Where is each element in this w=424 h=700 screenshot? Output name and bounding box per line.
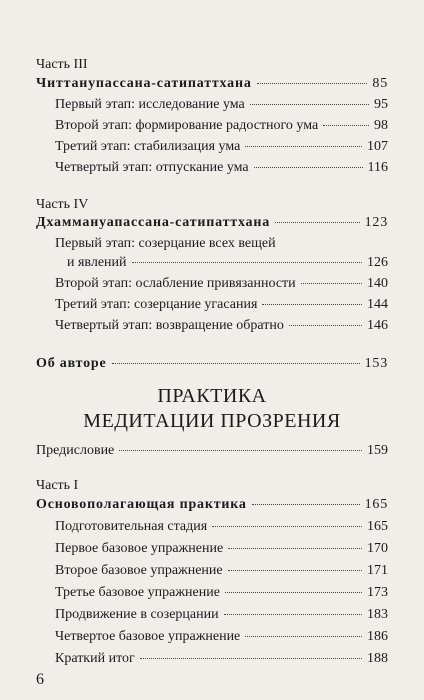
- toc-entry-text: Продвижение в созерцании: [55, 607, 219, 622]
- toc-entry-text: Первый этап: исследование ума: [55, 97, 245, 112]
- toc-entry-text: Второй этап: формирование радостного ума: [55, 118, 319, 133]
- toc-entry: [55, 629, 388, 651]
- dot-leader: [289, 325, 362, 326]
- toc-page-number: 159: [367, 443, 388, 458]
- toc-page-number: 153: [364, 356, 388, 371]
- dot-leader: [257, 83, 368, 84]
- toc-entry: [55, 297, 388, 319]
- toc-page-number: 173: [367, 585, 388, 600]
- part-label: Часть IV: [36, 197, 89, 212]
- toc-entry-text: Подготовительная стадия: [55, 519, 208, 534]
- toc-entry: [55, 139, 388, 161]
- page-number: 6: [36, 671, 44, 688]
- toc-heading: [36, 356, 388, 378]
- toc-entry: [55, 318, 388, 340]
- toc-page-number: 95: [374, 97, 388, 112]
- toc-page-number: 126: [367, 255, 388, 270]
- toc-page-number: 146: [367, 318, 388, 333]
- toc-heading-text: Читтанупассана-сатипаттхана: [36, 76, 252, 91]
- toc-entry: [55, 519, 388, 541]
- toc-page-number: 186: [367, 629, 388, 644]
- part-label: Часть I: [36, 478, 79, 493]
- toc-page-number: 183: [367, 607, 388, 622]
- toc-entry-text: Первый этап: созерцание всех вещей: [55, 236, 276, 251]
- toc-page-number: 107: [367, 139, 388, 154]
- dot-leader: [112, 363, 360, 364]
- toc-heading-text: Дхаммануапассана-сатипаттхана: [36, 215, 271, 230]
- toc-heading: [36, 497, 388, 519]
- toc-heading: [36, 215, 388, 237]
- toc-entry-text: Краткий итог: [55, 651, 135, 666]
- dot-leader: [245, 636, 362, 637]
- dot-leader: [225, 592, 362, 593]
- toc-page-number: 144: [367, 297, 388, 312]
- book-title-line2: МЕДИТАЦИИ ПРОЗРЕНИЯ: [83, 410, 341, 432]
- toc-entry-text: Третий этап: созерцание угасания: [55, 297, 258, 312]
- toc-entry-text: Третье базовое упражнение: [55, 585, 220, 600]
- toc-entry-text: Четвертое базовое упражнение: [55, 629, 241, 644]
- dot-leader: [254, 167, 363, 168]
- toc-page-number: 171: [367, 563, 388, 578]
- toc-entry-text: и явлений: [67, 255, 127, 270]
- toc-entry-text: Первое базовое упражнение: [55, 541, 224, 556]
- book-title-line1: ПРАКТИКА: [157, 385, 267, 407]
- toc-page-number: 188: [367, 651, 388, 666]
- toc-entry-text: Второй этап: ослабление привязанности: [55, 276, 296, 291]
- dot-leader: [228, 548, 362, 549]
- toc-entry: [55, 651, 388, 673]
- toc-heading-text: Основополагающая практика: [36, 497, 247, 512]
- toc-entry-text: Второе базовое упражнение: [55, 563, 223, 578]
- dot-leader: [301, 283, 362, 284]
- dot-leader: [212, 526, 362, 527]
- dot-leader: [250, 104, 369, 105]
- toc-heading: [36, 76, 388, 98]
- dot-leader: [224, 614, 362, 615]
- dot-leader: [119, 450, 362, 451]
- toc-entry-text: Четвертый этап: отпускание ума: [55, 160, 249, 175]
- toc-entry-text: Предисловие: [36, 443, 115, 458]
- toc-entry: [55, 118, 388, 140]
- toc-page-number: 116: [367, 160, 388, 175]
- toc-entry: [36, 443, 388, 465]
- dot-leader: [252, 504, 360, 505]
- dot-leader: [140, 658, 362, 659]
- toc-entry: [55, 607, 388, 629]
- toc-entry: [55, 160, 388, 182]
- dot-leader: [132, 262, 362, 263]
- dot-leader: [262, 304, 362, 305]
- dot-leader: [275, 222, 360, 223]
- toc-entry: [67, 255, 388, 277]
- toc-entry: [55, 563, 388, 585]
- toc-entry-text: Четвертый этап: возвращение обратно: [55, 318, 284, 333]
- toc-heading-text: Об авторе: [36, 356, 107, 371]
- toc-entry: [55, 276, 388, 298]
- toc-page-number: 140: [367, 276, 388, 291]
- toc-page-number: 123: [364, 215, 388, 230]
- dot-leader: [323, 125, 369, 126]
- toc-entry: [55, 541, 388, 563]
- toc-page-number: 165: [367, 519, 388, 534]
- toc-page-number: 85: [372, 76, 388, 91]
- toc-entry-text: Третий этап: стабилизация ума: [55, 139, 241, 154]
- toc-page-number: 98: [374, 118, 388, 133]
- toc-page-number: 165: [364, 497, 388, 512]
- dot-leader: [245, 146, 362, 147]
- dot-leader: [228, 570, 362, 571]
- toc-entry: [55, 585, 388, 607]
- toc-entry: [55, 97, 388, 119]
- toc-page-number: 170: [367, 541, 388, 556]
- part-label: Часть III: [36, 57, 88, 72]
